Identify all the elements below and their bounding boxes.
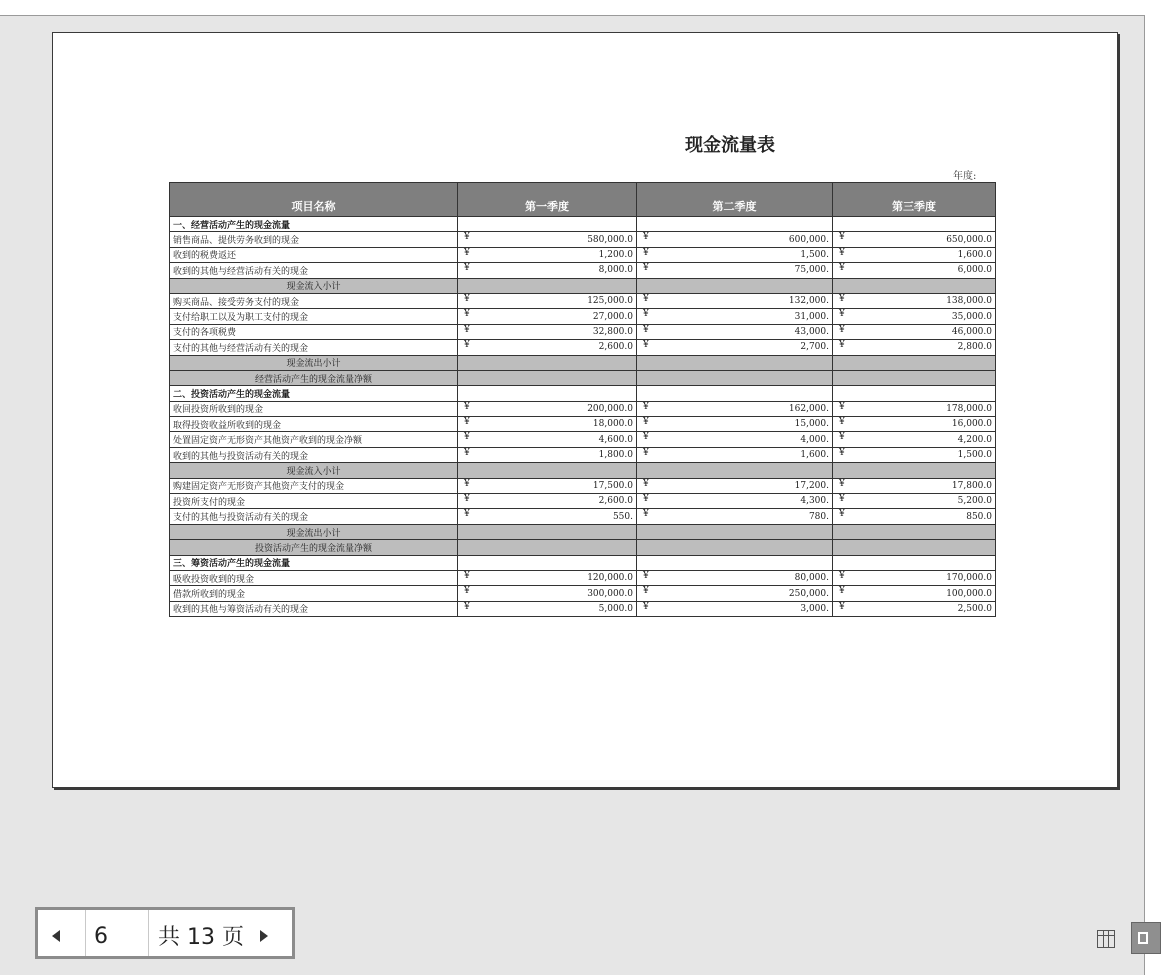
cell-value: 780. <box>808 511 829 522</box>
currency-symbol: ¥ <box>464 509 470 520</box>
currency-symbol: ¥ <box>643 232 649 243</box>
table-row <box>170 509 996 524</box>
currency-symbol: ¥ <box>643 586 649 597</box>
subtotal-row <box>170 370 996 385</box>
value-cell-q2 <box>637 509 833 524</box>
value-cell-q1 <box>458 570 637 585</box>
value-cell-q1 <box>458 401 637 416</box>
value-cell-q1 <box>458 601 637 616</box>
currency-symbol: ¥ <box>464 478 470 489</box>
value-cell-q2 <box>637 586 833 601</box>
cell-value: 3,000. <box>800 603 829 614</box>
table-row <box>170 309 996 324</box>
table-row <box>170 232 996 247</box>
currency-symbol: ¥ <box>839 509 845 520</box>
row-label: 现金流出小计 <box>170 524 458 539</box>
row-label: 购建固定资产无形资产其他资产支付的现金 <box>170 478 458 493</box>
row-label: 购买商品、接受劳务支付的现金 <box>170 293 458 308</box>
row-label: 现金流入小计 <box>170 463 458 478</box>
value-cell-q1 <box>458 447 637 462</box>
cell-value: 132,000. <box>788 296 829 307</box>
value-cell-q1 <box>458 293 637 308</box>
cell-value: 1,500. <box>800 249 829 260</box>
subtotal-row <box>170 355 996 370</box>
value-cell-q2 <box>637 432 833 447</box>
value-cell-q1 <box>458 524 637 539</box>
cell-value: 4,200.0 <box>957 434 992 445</box>
page-total-label: 共 13 页 <box>158 925 244 950</box>
value-cell-q1 <box>458 417 637 432</box>
currency-symbol: ¥ <box>839 324 845 335</box>
table-row <box>170 263 996 278</box>
cell-value: 43,000. <box>794 326 829 337</box>
row-label: 三、筹资活动产生的现金流量 <box>170 555 458 570</box>
row-label: 现金流入小计 <box>170 278 458 293</box>
row-label: 一、经营活动产生的现金流量 <box>170 217 458 232</box>
value-cell-q2 <box>637 355 833 370</box>
currency-symbol: ¥ <box>839 601 845 612</box>
value-cell-q1 <box>458 586 637 601</box>
currency-symbol: ¥ <box>643 494 649 505</box>
value-cell-q2 <box>637 340 833 355</box>
value-cell-q2 <box>637 247 833 262</box>
cell-value: 8,000.0 <box>598 265 633 276</box>
subtotal-row <box>170 524 996 539</box>
currency-symbol: ¥ <box>643 432 649 443</box>
value-cell-q2 <box>637 601 833 616</box>
cell-value: 200,000.0 <box>587 403 633 414</box>
table-row <box>170 570 996 585</box>
cell-value: 1,500.0 <box>957 450 992 461</box>
currency-symbol: ¥ <box>643 478 649 489</box>
currency-symbol: ¥ <box>464 417 470 428</box>
cell-value: 17,200. <box>794 480 829 491</box>
cell-value: 32,800.0 <box>592 326 633 337</box>
currency-symbol: ¥ <box>464 247 470 258</box>
value-cell-q3 <box>833 601 996 616</box>
section-row <box>170 217 996 232</box>
value-cell-q3 <box>833 263 996 278</box>
value-cell-q3 <box>833 509 996 524</box>
table-row <box>170 324 996 339</box>
cell-value: 2,600.0 <box>598 342 633 353</box>
currency-symbol: ¥ <box>839 570 845 581</box>
currency-symbol: ¥ <box>839 417 845 428</box>
cell-value: 550. <box>612 511 633 522</box>
currency-symbol: ¥ <box>839 263 845 274</box>
row-label: 经营活动产生的现金流量净额 <box>170 370 458 385</box>
currency-symbol: ¥ <box>464 263 470 274</box>
value-cell-q3 <box>833 586 996 601</box>
value-cell-q1 <box>458 386 637 401</box>
window-right-edge <box>1144 15 1161 975</box>
currency-symbol: ¥ <box>643 447 649 458</box>
value-cell-q3 <box>833 355 996 370</box>
value-cell-q2 <box>637 417 833 432</box>
value-cell-q1 <box>458 247 637 262</box>
column-header: 第二季度 <box>637 183 833 217</box>
section-row <box>170 555 996 570</box>
value-cell-q3 <box>833 447 996 462</box>
cell-value: 16,000.0 <box>951 419 992 430</box>
value-cell-q3 <box>833 370 996 385</box>
value-cell-q2 <box>637 293 833 308</box>
value-cell-q3 <box>833 293 996 308</box>
row-label: 支付的其他与经营活动有关的现金 <box>170 340 458 355</box>
table-row <box>170 447 996 462</box>
table-header-row <box>170 183 996 217</box>
cell-value: 6,000.0 <box>957 265 992 276</box>
row-label: 支付的其他与投资活动有关的现金 <box>170 509 458 524</box>
currency-symbol: ¥ <box>839 478 845 489</box>
cell-value: 1,600.0 <box>957 249 992 260</box>
value-cell-q3 <box>833 386 996 401</box>
currency-symbol: ¥ <box>839 494 845 505</box>
currency-symbol: ¥ <box>464 432 470 443</box>
cell-value: 300,000.0 <box>587 588 633 599</box>
row-label: 收到的其他与经营活动有关的现金 <box>170 263 458 278</box>
currency-symbol: ¥ <box>464 309 470 320</box>
value-cell-q3 <box>833 340 996 355</box>
currency-symbol: ¥ <box>643 247 649 258</box>
value-cell-q1 <box>458 432 637 447</box>
cell-value: 1,600. <box>800 450 829 461</box>
unit-label: 年度: <box>953 171 977 182</box>
cell-value: 1,200.0 <box>598 249 633 260</box>
currency-symbol: ¥ <box>464 293 470 304</box>
currency-symbol: ¥ <box>464 601 470 612</box>
table-row <box>170 401 996 416</box>
currency-symbol: ¥ <box>839 447 845 458</box>
value-cell-q1 <box>458 217 637 232</box>
currency-symbol: ¥ <box>643 324 649 335</box>
value-cell-q1 <box>458 370 637 385</box>
cell-value: 2,800.0 <box>957 342 992 353</box>
currency-symbol: ¥ <box>464 494 470 505</box>
cell-value: 4,600.0 <box>598 434 633 445</box>
value-cell-q2 <box>637 463 833 478</box>
cell-value: 46,000.0 <box>951 326 992 337</box>
currency-symbol: ¥ <box>839 293 845 304</box>
window-top-bar <box>0 0 1161 16</box>
value-cell-q3 <box>833 401 996 416</box>
value-cell-q1 <box>458 355 637 370</box>
page-navigator <box>35 907 295 959</box>
currency-symbol: ¥ <box>839 309 845 320</box>
cell-value: 2,600.0 <box>598 496 633 507</box>
value-cell-q2 <box>637 309 833 324</box>
cell-value: 80,000. <box>794 573 829 584</box>
currency-symbol: ¥ <box>464 570 470 581</box>
row-label: 吸收投资收到的现金 <box>170 570 458 585</box>
cell-value: 138,000.0 <box>946 296 992 307</box>
currency-symbol: ¥ <box>643 401 649 412</box>
cell-value: 4,000. <box>800 434 829 445</box>
value-cell-q3 <box>833 540 996 555</box>
currency-symbol: ¥ <box>643 309 649 320</box>
value-cell-q3 <box>833 417 996 432</box>
cell-value: 5,000.0 <box>598 603 633 614</box>
column-header: 第一季度 <box>458 183 637 217</box>
value-cell-q2 <box>637 555 833 570</box>
row-label: 借款所收到的现金 <box>170 586 458 601</box>
currency-symbol: ¥ <box>643 263 649 274</box>
value-cell-q3 <box>833 478 996 493</box>
subtotal-row <box>170 463 996 478</box>
cell-value: 2,700. <box>800 342 829 353</box>
currency-symbol: ¥ <box>643 340 649 351</box>
value-cell-q1 <box>458 555 637 570</box>
value-cell-q3 <box>833 570 996 585</box>
section-row <box>170 386 996 401</box>
value-cell-q3 <box>833 432 996 447</box>
currency-symbol: ¥ <box>464 401 470 412</box>
currency-symbol: ¥ <box>643 293 649 304</box>
subtotal-row <box>170 278 996 293</box>
row-label: 收到的其他与筹资活动有关的现金 <box>170 601 458 616</box>
currency-symbol: ¥ <box>839 401 845 412</box>
row-label: 支付的各项税费 <box>170 324 458 339</box>
row-label: 投资所支付的现金 <box>170 494 458 509</box>
cell-value: 17,800.0 <box>951 480 992 491</box>
value-cell-q2 <box>637 370 833 385</box>
value-cell-q2 <box>637 386 833 401</box>
cell-value: 162,000. <box>788 403 829 414</box>
cell-value: 75,000. <box>794 265 829 276</box>
table-row <box>170 601 996 616</box>
row-label: 收到的其他与投资活动有关的现金 <box>170 447 458 462</box>
value-cell-q2 <box>637 494 833 509</box>
currency-symbol: ¥ <box>464 586 470 597</box>
cell-value: 4,300. <box>800 496 829 507</box>
table-row <box>170 417 996 432</box>
cell-value: 35,000.0 <box>951 311 992 322</box>
value-cell-q3 <box>833 494 996 509</box>
value-cell-q2 <box>637 478 833 493</box>
currency-symbol: ¥ <box>839 247 845 258</box>
column-header: 第三季度 <box>833 183 996 217</box>
row-label: 取得投资收益所收到的现金 <box>170 417 458 432</box>
row-label: 现金流出小计 <box>170 355 458 370</box>
table-row <box>170 586 996 601</box>
row-label: 二、投资活动产生的现金流量 <box>170 386 458 401</box>
table-row <box>170 293 996 308</box>
zoom-page-icon[interactable] <box>1131 922 1161 954</box>
currency-symbol: ¥ <box>643 417 649 428</box>
cell-value: 27,000.0 <box>592 311 633 322</box>
cell-value: 170,000.0 <box>946 573 992 584</box>
value-cell-q1 <box>458 478 637 493</box>
cell-value: 178,000.0 <box>946 403 992 414</box>
value-cell-q1 <box>458 324 637 339</box>
row-label: 销售商品、提供劳务收到的现金 <box>170 232 458 247</box>
table-row <box>170 432 996 447</box>
cell-value: 580,000.0 <box>587 234 633 245</box>
value-cell-q2 <box>637 447 833 462</box>
cell-value: 5,200.0 <box>957 496 992 507</box>
cell-value: 250,000. <box>788 588 829 599</box>
value-cell-q1 <box>458 278 637 293</box>
value-cell-q3 <box>833 524 996 539</box>
cell-value: 17,500.0 <box>592 480 633 491</box>
row-label: 处置固定资产无形资产其他资产收到的现金净额 <box>170 432 458 447</box>
cell-value: 18,000.0 <box>592 419 633 430</box>
value-cell-q1 <box>458 263 637 278</box>
currency-symbol: ¥ <box>464 447 470 458</box>
value-cell-q1 <box>458 232 637 247</box>
value-cell-q2 <box>637 324 833 339</box>
currency-symbol: ¥ <box>643 509 649 520</box>
cell-value: 850.0 <box>966 511 992 522</box>
value-cell-q2 <box>637 217 833 232</box>
value-cell-q2 <box>637 232 833 247</box>
value-cell-q1 <box>458 509 637 524</box>
cell-value: 100,000.0 <box>946 588 992 599</box>
cell-value: 600,000. <box>788 234 829 245</box>
value-cell-q3 <box>833 217 996 232</box>
table-row <box>170 340 996 355</box>
row-label: 收到的税费返还 <box>170 247 458 262</box>
currency-symbol: ¥ <box>464 340 470 351</box>
cell-value: 125,000.0 <box>587 296 633 307</box>
value-cell-q2 <box>637 524 833 539</box>
currency-symbol: ¥ <box>464 232 470 243</box>
currency-symbol: ¥ <box>839 586 845 597</box>
document-title: 现金流量表 <box>685 135 775 156</box>
page-grid-icon[interactable] <box>1097 930 1115 948</box>
cell-value: 2,500.0 <box>957 603 992 614</box>
value-cell-q3 <box>833 247 996 262</box>
currency-symbol: ¥ <box>839 340 845 351</box>
cell-value: 15,000. <box>794 419 829 430</box>
subtotal-row <box>170 540 996 555</box>
table-row <box>170 478 996 493</box>
value-cell-q1 <box>458 309 637 324</box>
value-cell-q2 <box>637 263 833 278</box>
currency-symbol: ¥ <box>464 324 470 335</box>
table-row <box>170 247 996 262</box>
value-cell-q2 <box>637 401 833 416</box>
cell-value: 1,800.0 <box>598 450 633 461</box>
cell-value: 650,000.0 <box>946 234 992 245</box>
value-cell-q2 <box>637 570 833 585</box>
cell-value: 120,000.0 <box>587 573 633 584</box>
row-label: 投资活动产生的现金流量净额 <box>170 540 458 555</box>
value-cell-q1 <box>458 540 637 555</box>
value-cell-q1 <box>458 463 637 478</box>
triangle-left-icon[interactable] <box>52 930 60 942</box>
currency-symbol: ¥ <box>839 432 845 443</box>
value-cell-q3 <box>833 278 996 293</box>
value-cell-q1 <box>458 340 637 355</box>
row-label: 收回投资所收到的现金 <box>170 401 458 416</box>
cash-flow-table <box>169 182 996 617</box>
column-header: 项目名称 <box>170 183 458 217</box>
currency-symbol: ¥ <box>839 232 845 243</box>
triangle-right-icon[interactable] <box>260 930 268 942</box>
value-cell-q3 <box>833 324 996 339</box>
page-number-input[interactable] <box>85 910 149 956</box>
value-cell-q3 <box>833 232 996 247</box>
currency-symbol: ¥ <box>643 570 649 581</box>
value-cell-q3 <box>833 555 996 570</box>
row-label: 支付给职工以及为职工支付的现金 <box>170 309 458 324</box>
value-cell-q3 <box>833 463 996 478</box>
cell-value: 31,000. <box>794 311 829 322</box>
value-cell-q3 <box>833 309 996 324</box>
value-cell-q2 <box>637 540 833 555</box>
value-cell-q2 <box>637 278 833 293</box>
print-preview-page <box>52 32 1118 788</box>
value-cell-q1 <box>458 494 637 509</box>
table-row <box>170 494 996 509</box>
currency-symbol: ¥ <box>643 601 649 612</box>
